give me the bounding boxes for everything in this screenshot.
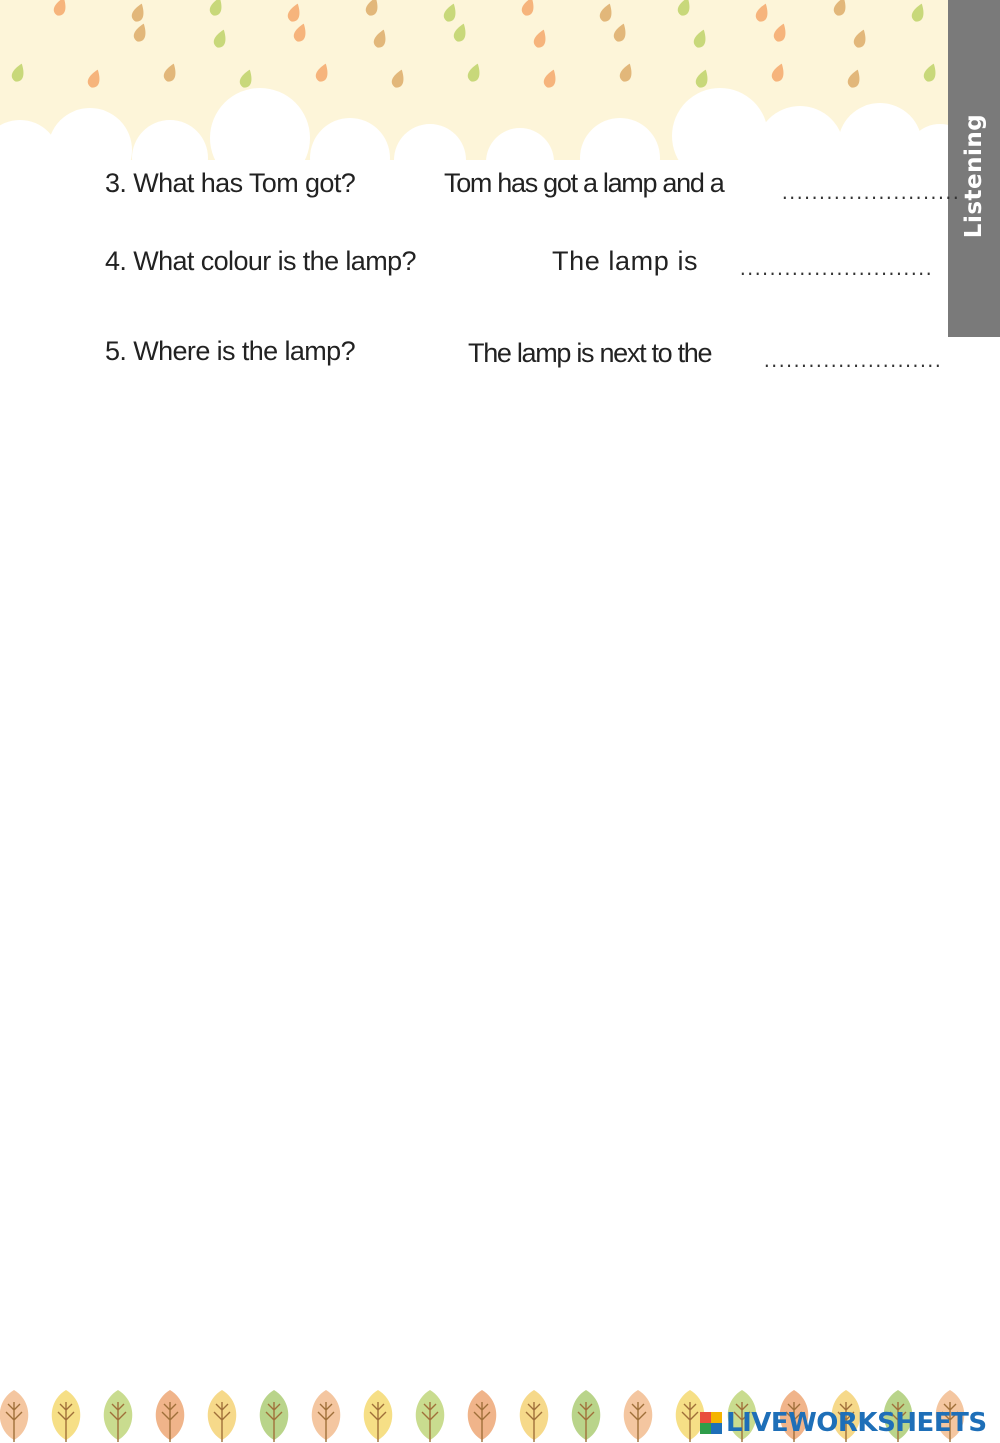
raindrop-shape (532, 28, 549, 50)
raindrop-shape (212, 28, 229, 50)
raindrop-shape (364, 0, 381, 17)
raindrop-shape (86, 68, 103, 90)
raindrop-shape (598, 2, 615, 24)
raindrop-shape (694, 68, 711, 90)
question-5: 5. Where is the lamp? (105, 336, 356, 366)
answer-blank-4[interactable]: .......................... (738, 260, 932, 279)
leaf-shape (364, 1390, 393, 1442)
raindrop-shape (466, 62, 483, 84)
raindrop-shape (292, 22, 309, 44)
leaf-shape (624, 1390, 653, 1442)
liveworksheets-brand (700, 1405, 987, 1441)
raindrop-shape (52, 0, 69, 17)
raindrop-shape (542, 68, 559, 90)
raindrop-shape (692, 28, 709, 50)
leaf-shape (0, 1390, 28, 1442)
answer-blank-5[interactable]: ........................ (762, 352, 941, 371)
raindrop-shape (238, 68, 255, 90)
raindrop-shape (372, 28, 389, 50)
leaf-shape (52, 1390, 81, 1442)
leaf-shape (520, 1390, 549, 1442)
answer-prompt-3: Tom has got a lamp and a (444, 168, 724, 198)
raindrop-shape (132, 22, 149, 44)
raindrop-shape (286, 2, 303, 24)
answer-prompt-4: The lamp is (552, 246, 699, 276)
liveworksheets-logo-icon (700, 1412, 722, 1434)
side-tab-label: Listening (961, 113, 987, 239)
raindrop-shape (208, 0, 225, 17)
raindrop-shape (442, 2, 459, 24)
raindrop-shape (846, 68, 863, 90)
raindrop-shape (130, 2, 147, 24)
raindrop-shape (612, 22, 629, 44)
raindrop-shape (10, 62, 27, 84)
question-4: 4. What colour is the lamp? (105, 246, 416, 276)
raindrop-shape (520, 0, 537, 17)
raindrop-shape (618, 62, 635, 84)
leaf-shape (156, 1390, 185, 1442)
brand-text: LIVEWORKSHEETS (726, 1408, 987, 1438)
raindrop-shape (754, 2, 771, 24)
answer-blank-3[interactable]: ........................ (780, 184, 959, 203)
raindrop-shape (452, 22, 469, 44)
raindrop-shape (910, 2, 927, 24)
decorative-header-band (0, 0, 948, 175)
leaf-shape (312, 1390, 341, 1442)
leaf-shape (468, 1390, 497, 1442)
raindrop-shape (162, 62, 179, 84)
raindrop-shape (922, 62, 939, 84)
raindrop-shape (676, 0, 693, 17)
leaf-shape (260, 1390, 289, 1442)
leaf-shape (416, 1390, 445, 1442)
question-3: 3. What has Tom got? (105, 168, 356, 198)
leaf-shape (572, 1390, 601, 1442)
leaf-shape (104, 1390, 133, 1442)
leaf-shape (208, 1390, 237, 1442)
raindrop-shape (852, 28, 869, 50)
raindrop-shape (390, 68, 407, 90)
side-tab (948, 0, 1000, 337)
raindrop-shape (314, 62, 331, 84)
raindrop-pattern (0, 0, 948, 175)
raindrop-shape (772, 22, 789, 44)
raindrop-shape (770, 62, 787, 84)
raindrop-shape (832, 0, 849, 17)
answer-prompt-5: The lamp is next to the (468, 338, 712, 368)
